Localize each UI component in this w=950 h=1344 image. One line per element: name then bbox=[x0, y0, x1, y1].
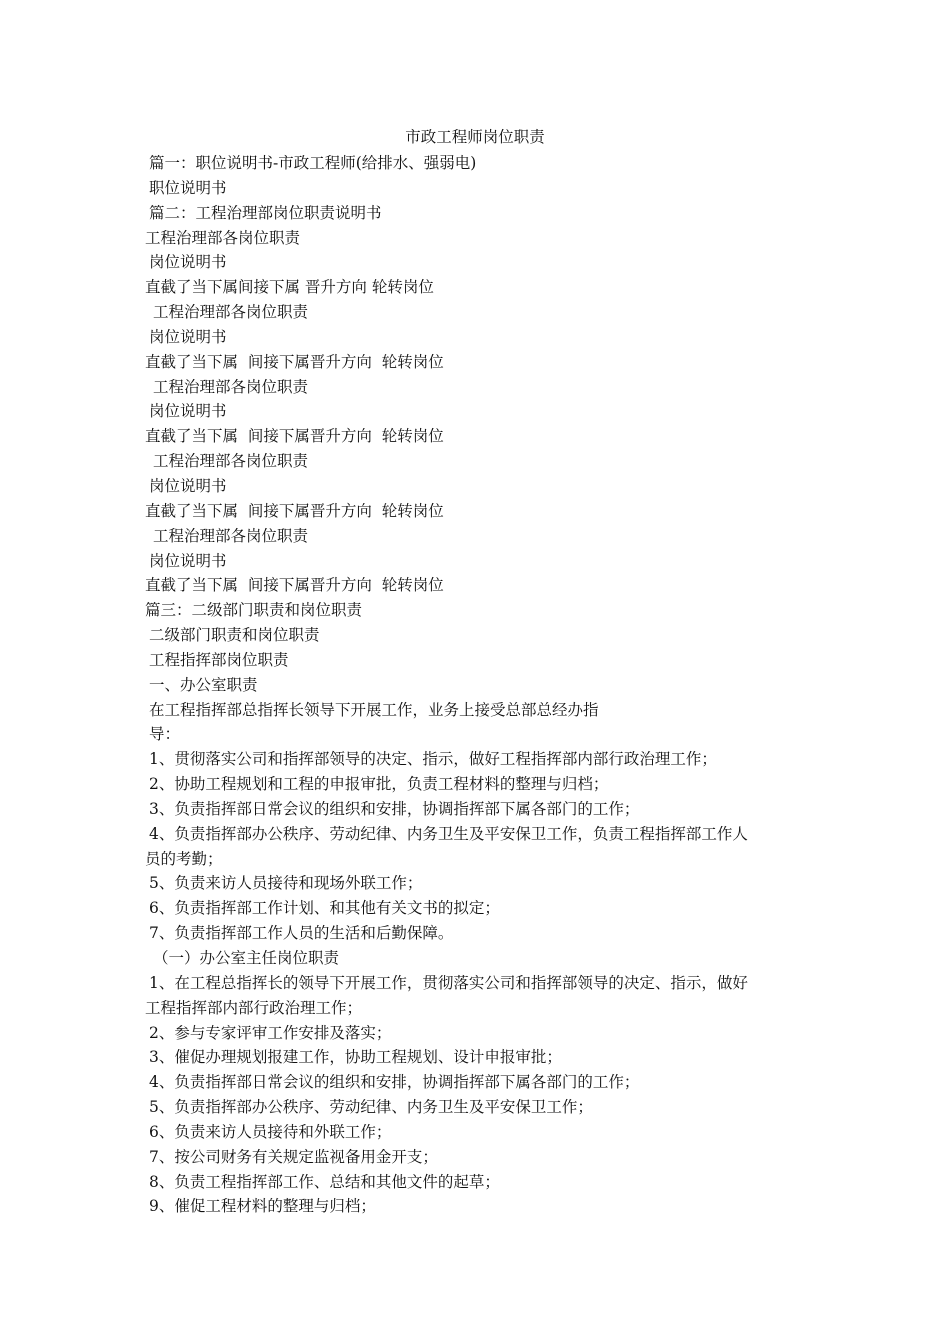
text-line: 一、办公室职责 bbox=[149, 675, 258, 694]
text-line: 员的考勤； bbox=[145, 849, 223, 868]
text-line: 岗位说明书 bbox=[149, 476, 227, 495]
text-line: 工程治理部各岗位职责 bbox=[153, 377, 309, 396]
text-line: 篇一：职位说明书-市政工程师(给排水、强弱电) bbox=[149, 154, 477, 172]
text-line: 8、负责工程指挥部工作、总结和其他文件的起草； bbox=[149, 1172, 500, 1191]
text-line: 工程治理部各岗位职责 bbox=[145, 228, 301, 247]
text-line: 9、催促工程材料的整理与归档； bbox=[149, 1197, 376, 1216]
text-line: 2、参与专家评审工作安排及落实； bbox=[149, 1023, 392, 1042]
text-line: 工程治理部各岗位职责 bbox=[153, 303, 309, 322]
text-line: 7、按公司财务有关规定监视备用金开支； bbox=[149, 1147, 438, 1166]
text-line: 岗位说明书 bbox=[149, 402, 227, 421]
text-line: 导： bbox=[149, 725, 181, 744]
text-line: 6、负责指挥部工作计划、和其他有关文书的拟定； bbox=[149, 899, 500, 918]
text-line: 3、催促办理规划报建工作，协助工程规划、设计申报审批； bbox=[149, 1048, 562, 1067]
text-line: 直截了当下属间接下属 晋升方向 轮转岗位 bbox=[145, 278, 434, 297]
document-body bbox=[145, 151, 810, 1219]
text-line: 直截了当下属 间接下属晋升方向 轮转岗位 bbox=[145, 576, 444, 595]
text-line: 工程指挥部内部行政治理工作； bbox=[145, 998, 363, 1017]
text-line: 工程指挥部岗位职责 bbox=[149, 650, 289, 669]
text-line: 1、在工程总指挥长的领导下开展工作，贯彻落实公司和指挥部领导的决定、指示，做好 bbox=[149, 973, 748, 992]
text-line: 岗位说明书 bbox=[149, 253, 227, 272]
text-line: 3、负责指挥部日常会议的组织和安排，协调指挥部下属各部门的工作； bbox=[149, 799, 640, 818]
text-line: 2、协助工程规划和工程的申报审批，负责工程材料的整理与归档； bbox=[149, 775, 609, 794]
text-line: 5、负责来访人员接待和现场外联工作； bbox=[149, 874, 423, 893]
text-line: 工程治理部各岗位职责 bbox=[153, 526, 309, 545]
text-line: 6、负责来访人员接待和外联工作； bbox=[149, 1122, 392, 1141]
text-line: 直截了当下属 间接下属晋升方向 轮转岗位 bbox=[145, 352, 444, 371]
text-line: 二级部门职责和岗位职责 bbox=[149, 626, 320, 645]
text-line: 在工程指挥部总指挥长领导下开展工作，业务上接受总部总经办指 bbox=[149, 700, 599, 719]
text-line: 5、负责指挥部办公秩序、劳动纪律、内务卫生及平安保卫工作； bbox=[149, 1098, 593, 1117]
document-title: 市政工程师岗位职责 bbox=[405, 128, 545, 146]
text-line: 4、负责指挥部办公秩序、劳动纪律、内务卫生及平安保卫工作，负责工程指挥部工作人 bbox=[149, 824, 748, 843]
text-line: 工程治理部各岗位职责 bbox=[153, 452, 309, 471]
text-line: 直截了当下属 间接下属晋升方向 轮转岗位 bbox=[145, 427, 444, 446]
text-line: 直截了当下属 间接下属晋升方向 轮转岗位 bbox=[145, 501, 444, 520]
text-line: 岗位说明书 bbox=[149, 551, 227, 570]
text-line: 篇三：二级部门职责和岗位职责 bbox=[145, 601, 363, 620]
text-line: （一）办公室主任岗位职责 bbox=[153, 949, 340, 967]
text-line: 1、贯彻落实公司和指挥部领导的决定、指示，做好工程指挥部内部行政治理工作； bbox=[149, 750, 717, 769]
text-line: 7、负责指挥部工作人员的生活和后勤保障。 bbox=[149, 924, 454, 943]
text-line: 篇二：工程治理部岗位职责说明书 bbox=[149, 203, 382, 222]
text-line: 4、负责指挥部日常会议的组织和安排，协调指挥部下属各部门的工作； bbox=[149, 1073, 640, 1092]
text-line: 岗位说明书 bbox=[149, 327, 227, 346]
text-line: 职位说明书 bbox=[149, 178, 227, 197]
